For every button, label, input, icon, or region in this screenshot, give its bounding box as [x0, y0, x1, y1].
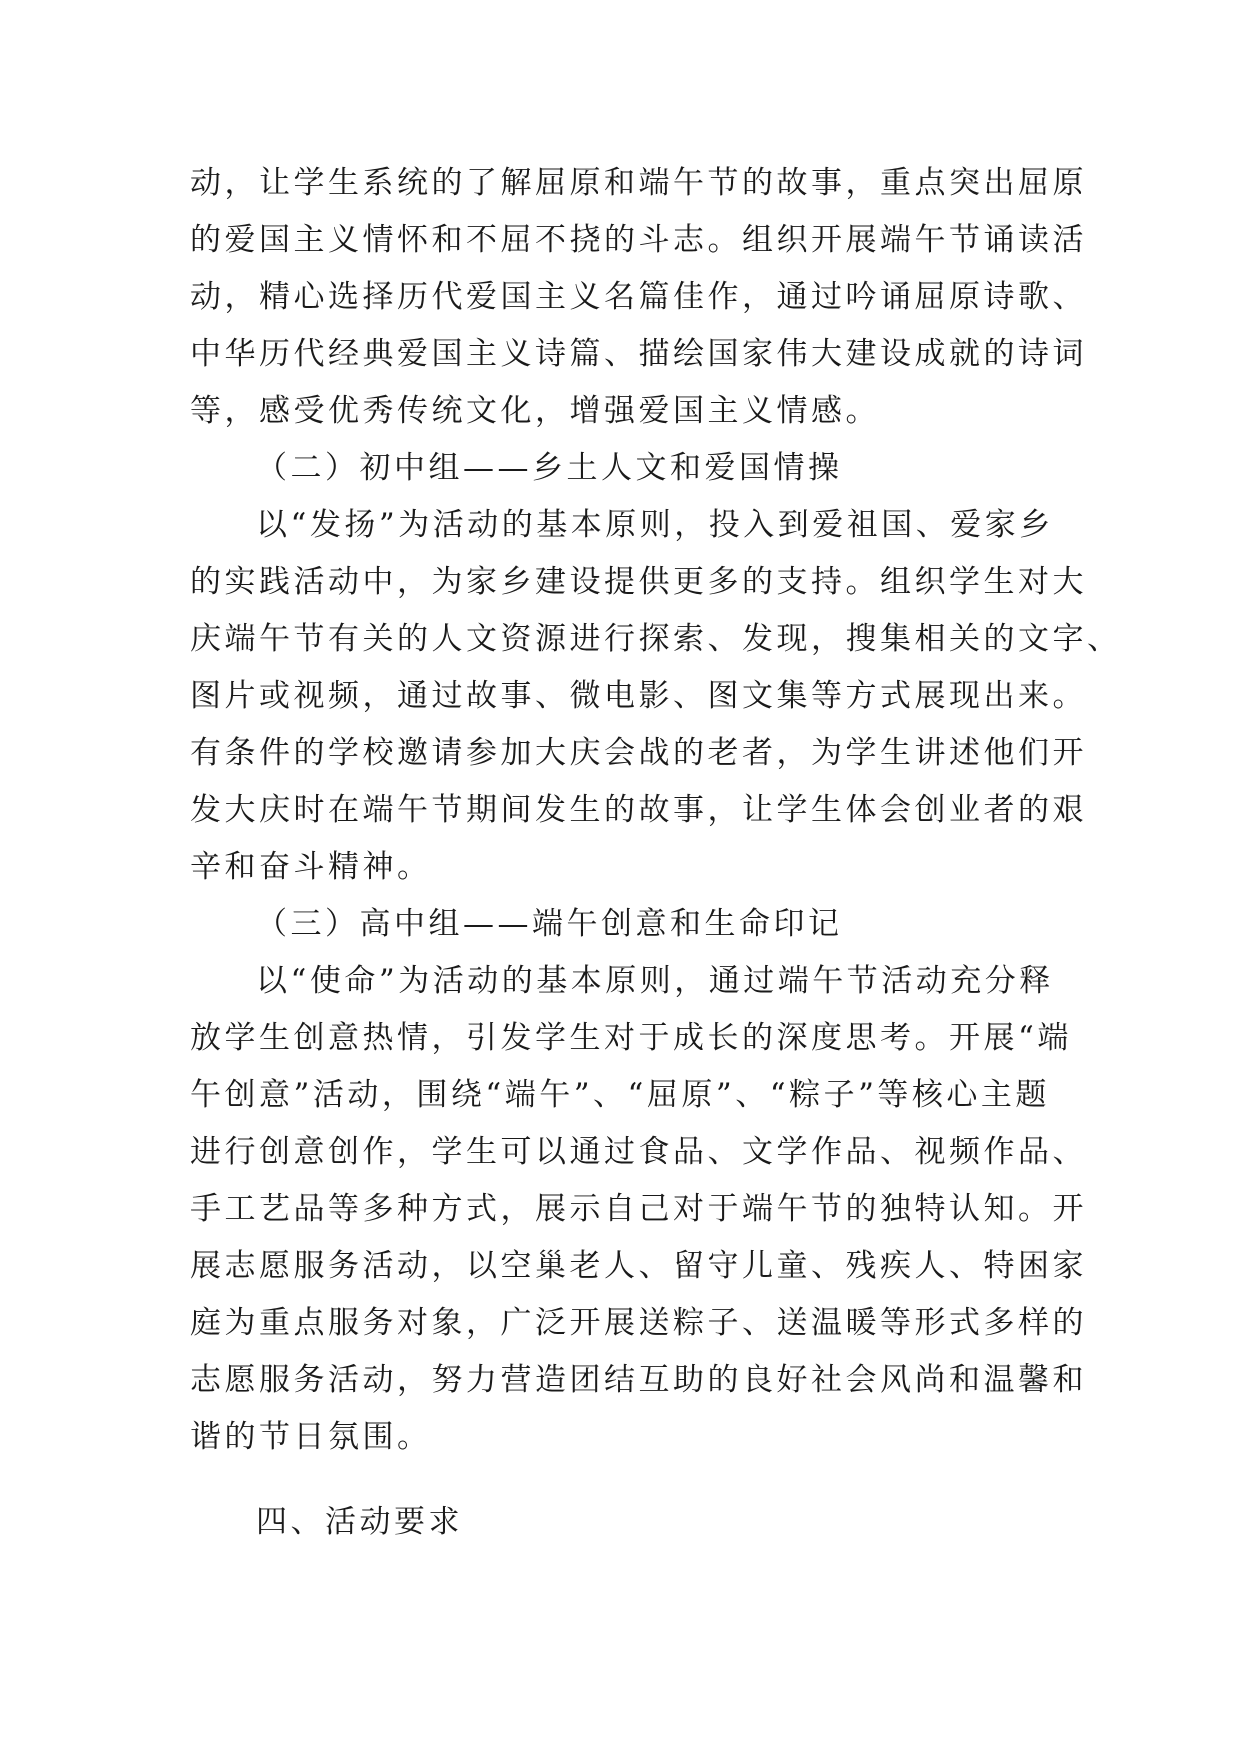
paragraph-line: 午创意”活动，围绕“端午”、“屈原”、“粽子”等核心主题	[190, 1077, 1050, 1113]
paragraph-line: 动，精心选择历代爱国主义名篇佳作，通过吟诵屈原诗歌、	[190, 279, 1087, 315]
paragraph-2	[190, 497, 1122, 896]
paragraph-line: 以“发扬”为活动的基本原则，投入到爱祖国、爱家乡	[256, 507, 1054, 543]
paragraph-line: 庆端午节有关的人文资源进行探索、发现，搜集相关的文字、	[190, 621, 1122, 657]
paragraph-line: 有条件的学校邀请参加大庆会战的老者，为学生讲述他们开	[190, 735, 1087, 771]
paragraph-line: 动，让学生系统的了解屈原和端午节的故事，重点突出屈原	[190, 165, 1087, 201]
paragraph-line: 等，感受优秀传统文化，增强爱国主义情感。	[190, 393, 880, 429]
paragraph-line: 的实践活动中，为家乡建设提供更多的支持。组织学生对大	[190, 564, 1087, 600]
paragraph-line: 志愿服务活动，努力营造团结互助的良好社会风尚和温馨和	[190, 1362, 1087, 1398]
section-heading-senior-high: （三）高中组——端午创意和生命印记	[256, 906, 843, 942]
section-heading-requirements: 四、活动要求	[256, 1504, 463, 1540]
paragraph-line: 辛和奋斗精神。	[190, 849, 432, 885]
paragraph-line: 发大庆时在端午节期间发生的故事，让学生体会创业者的艰	[190, 792, 1087, 828]
document-page	[190, 155, 1122, 1551]
paragraph-line: 谐的节日氛围。	[190, 1419, 432, 1455]
paragraph-line: 中华历代经典爱国主义诗篇、描绘国家伟大建设成就的诗词	[190, 336, 1087, 372]
paragraph-line: 进行创意创作，学生可以通过食品、文学作品、视频作品、	[190, 1134, 1087, 1170]
paragraph-line: 放学生创意热情，引发学生对于成长的深度思考。开展“端	[190, 1020, 1072, 1056]
paragraph-1	[190, 155, 1087, 440]
paragraph-line: 以“使命”为活动的基本原则，通过端午节活动充分释	[256, 963, 1054, 999]
paragraph-line: 的爱国主义情怀和不屈不挠的斗志。组织开展端午节诵读活	[190, 222, 1087, 258]
paragraph-3	[190, 953, 1087, 1466]
paragraph-line: 展志愿服务活动，以空巢老人、留守儿童、残疾人、特困家	[190, 1248, 1087, 1284]
section-heading-junior-high: （二）初中组——乡土人文和爱国情操	[256, 450, 843, 486]
paragraph-line: 庭为重点服务对象，广泛开展送粽子、送温暖等形式多样的	[190, 1305, 1087, 1341]
paragraph-line: 图片或视频，通过故事、微电影、图文集等方式展现出来。	[190, 678, 1087, 714]
paragraph-line: 手工艺品等多种方式，展示自己对于端午节的独特认知。开	[190, 1191, 1087, 1227]
